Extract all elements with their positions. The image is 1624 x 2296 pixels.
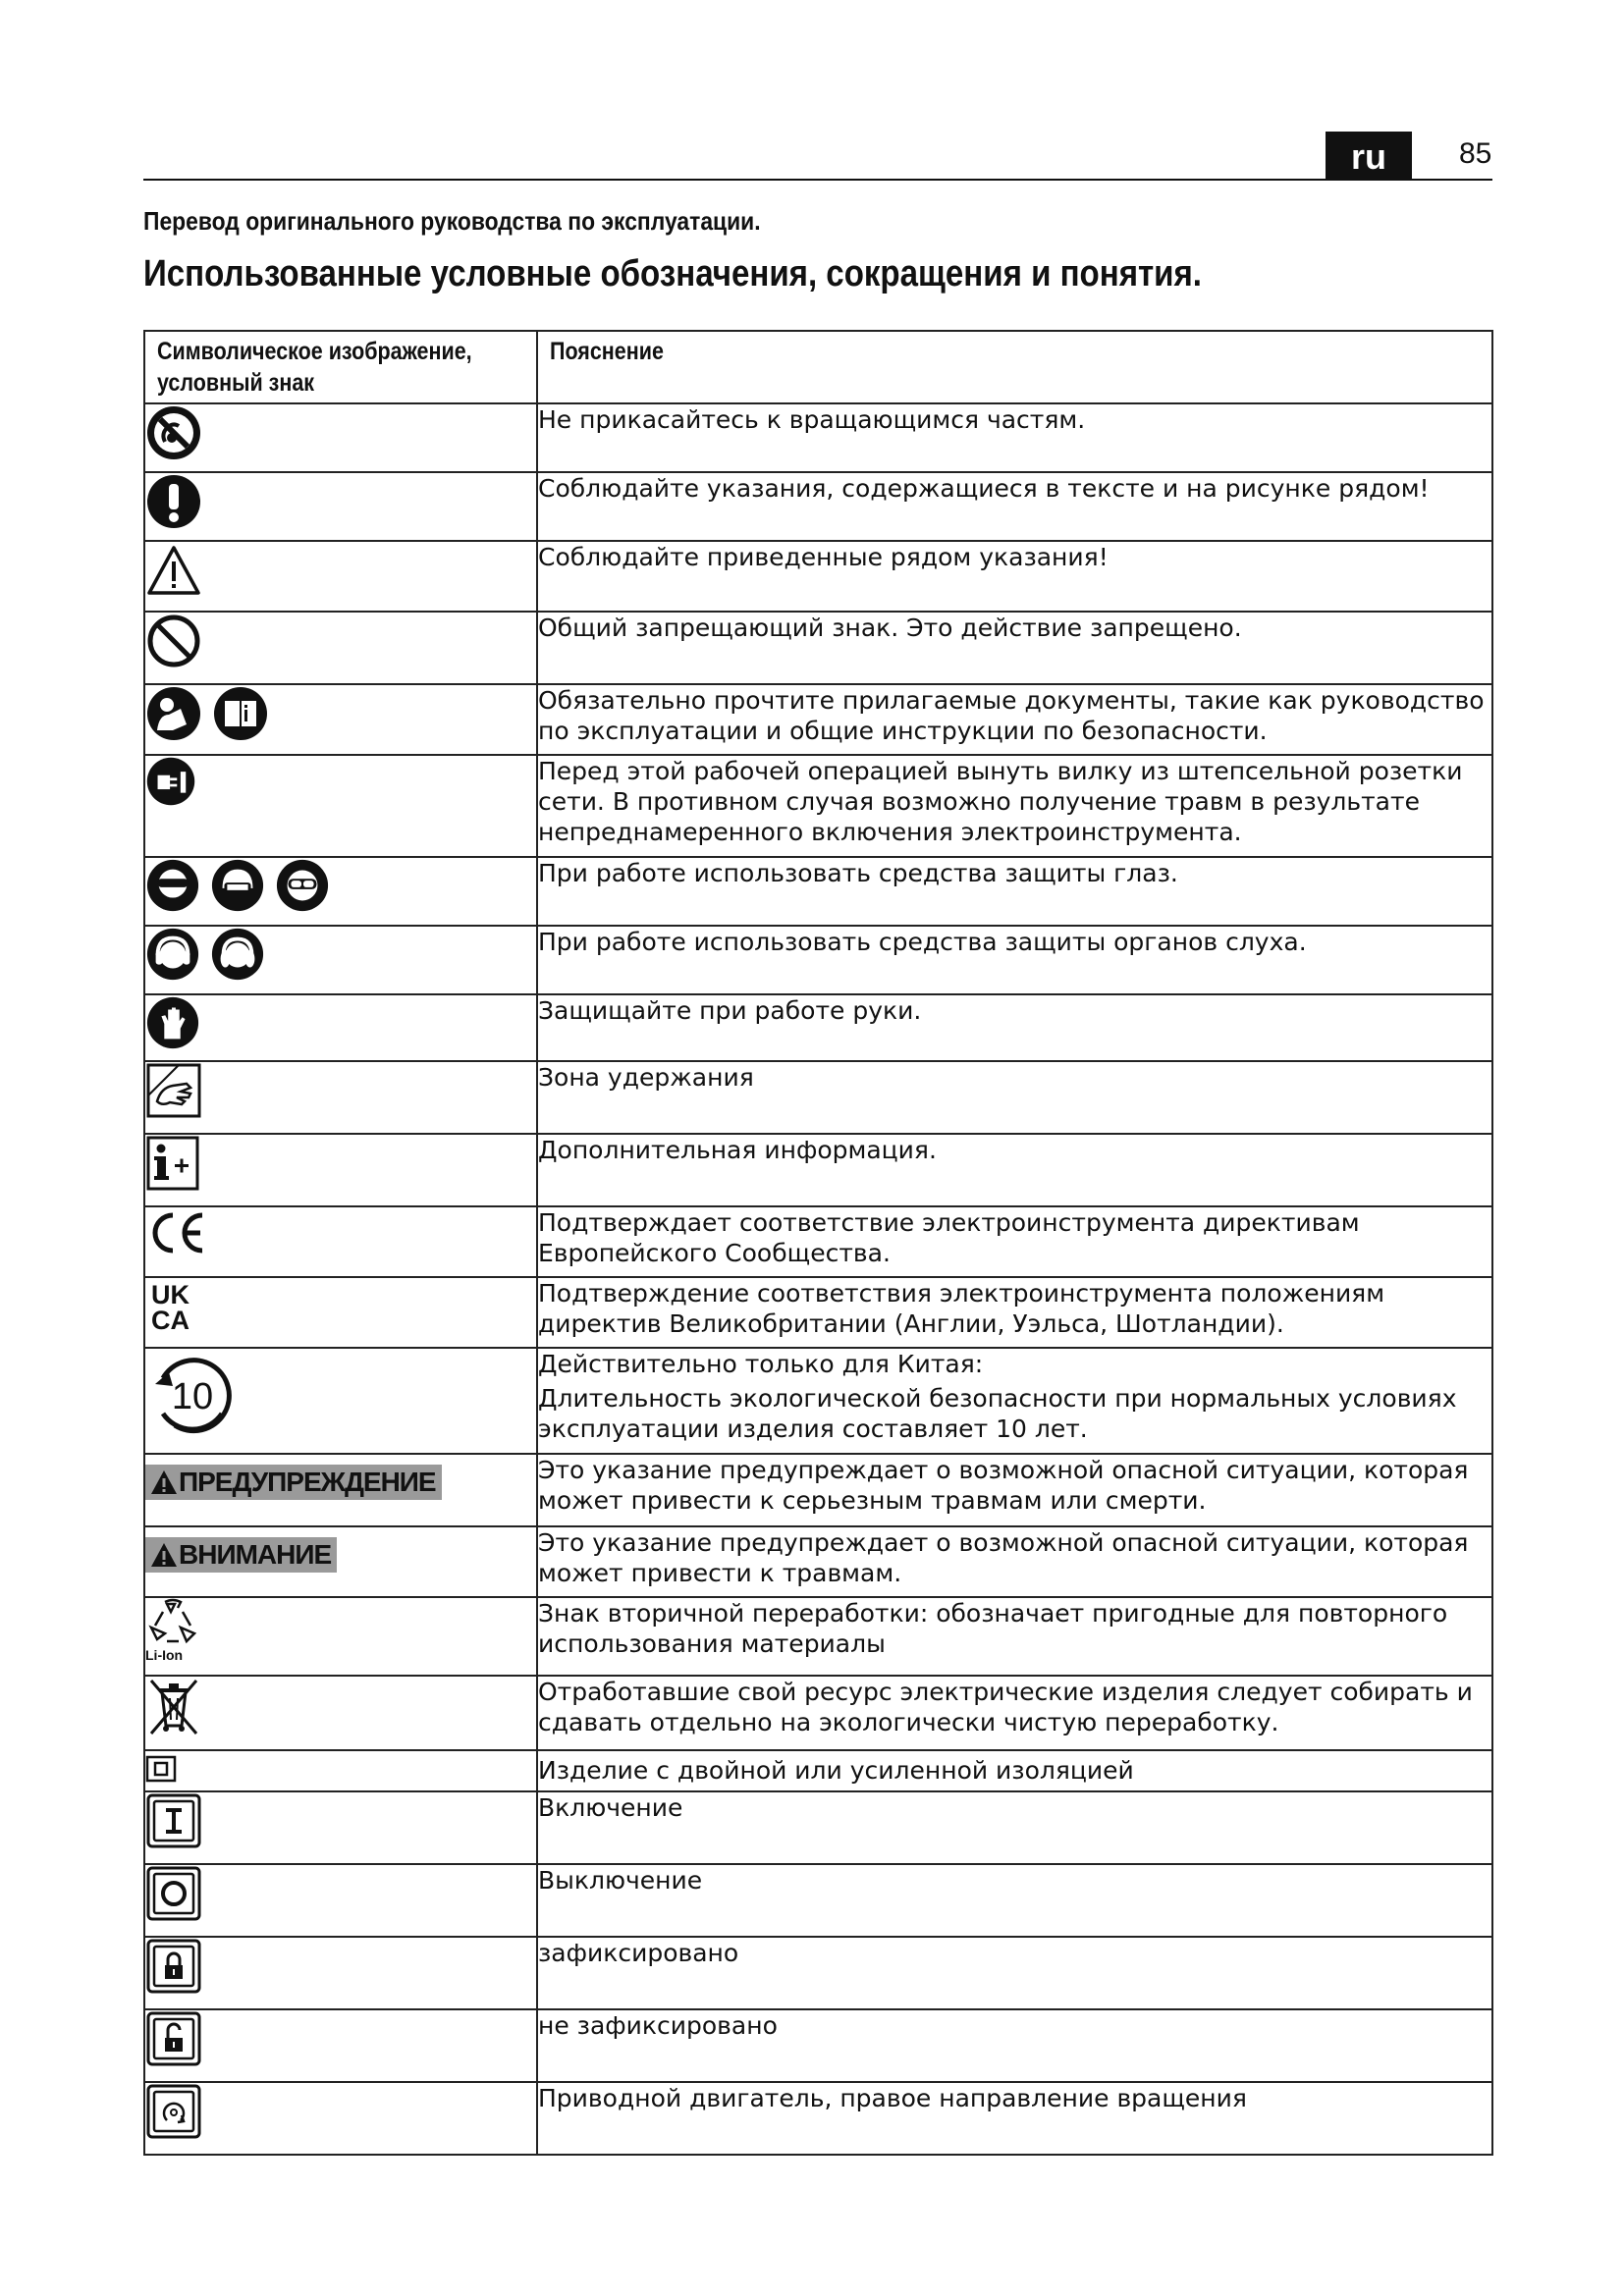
lock-closed-icon	[145, 1938, 202, 1995]
switch-off-icon	[145, 1865, 202, 1922]
table-row	[144, 2082, 1492, 2155]
row-text: Дополнительная информация.	[537, 1134, 1492, 1206]
header-rule	[143, 179, 1492, 181]
row-text: При работе использовать средства защиты органов слуха.	[537, 926, 1492, 994]
protective-gloves-icon	[145, 995, 200, 1050]
unplug-mains-icon	[145, 756, 196, 807]
row-text: Не прикасайтесь к вращающимся частям.	[537, 403, 1492, 472]
eye-protection-icon	[145, 858, 200, 913]
ukca-ca-text: CA	[151, 1306, 189, 1335]
table-row	[144, 755, 1492, 857]
row-text	[537, 1348, 1492, 1454]
row-text: Отработавшие свой ресурс электрические изделия следует собирать и сдавать отдельно на экологически чистую переработку.	[537, 1676, 1492, 1750]
warning-label-text: ПРЕДУПРЕЖДЕНИЕ	[179, 1467, 436, 1497]
row-text: Подтверждает соответствие электроинструмента директивам Европейского Сообщества.	[537, 1206, 1492, 1277]
table-row	[144, 472, 1492, 541]
switch-on-icon	[145, 1792, 202, 1849]
table-row	[144, 1937, 1492, 2009]
row-text-line1: Действительно только для Китая:	[538, 1350, 984, 1378]
table-row	[144, 1134, 1492, 1206]
warning-triangle-icon	[149, 1468, 179, 1496]
column-header-explanation: Пояснение	[537, 331, 1492, 403]
ukca-mark-icon	[151, 1282, 536, 1333]
table-row	[144, 857, 1492, 926]
row-text: Подтверждение соответствия электроинструмента положениям директив Великобритании (Англии, Уэльса, Шотландии).	[537, 1277, 1492, 1348]
row-text: Соблюдайте приведенные рядом указания!	[537, 541, 1492, 612]
table-row	[144, 926, 1492, 994]
exclamation-mandatory-icon	[145, 473, 202, 530]
table-row	[144, 2009, 1492, 2082]
table-row	[144, 1061, 1492, 1134]
double-insulation-icon	[145, 1755, 177, 1783]
ukca-uk-text: UK	[151, 1280, 189, 1309]
language-badge: ru	[1326, 132, 1412, 179]
table-row	[144, 1676, 1492, 1750]
table-row	[144, 612, 1492, 684]
crossed-out-bin-icon	[145, 1677, 202, 1735]
row-text: Это указание предупреждает о возможной опасной ситуации, которая может привести к травмам.	[537, 1526, 1492, 1597]
row-text: Общий запрещающий знак. Это действие запрещено.	[537, 612, 1492, 684]
lock-open-icon	[145, 2010, 202, 2067]
table-row	[144, 1206, 1492, 1277]
china-efup-years-text: 10	[171, 1376, 214, 1417]
warning-label	[145, 1465, 442, 1500]
recycling-arrows-icon	[145, 1598, 200, 1647]
row-text: Знак вторичной переработки: обозначает пригодные для повторного использования материалы	[537, 1597, 1492, 1676]
table-row	[144, 1597, 1492, 1676]
caution-label-text: ВНИМАНИЕ	[179, 1539, 332, 1570]
row-text: Приводной двигатель, правое направление вращения	[537, 2082, 1492, 2155]
table-row	[144, 1864, 1492, 1937]
warning-triangle-icon	[149, 1541, 179, 1569]
page-title: Использованные условные обозначения, сокращения и понятия.	[143, 253, 1202, 294]
table-row	[144, 1526, 1492, 1597]
row-text: Перед этой рабочей операцией вынуть вилку из штепсельной розетки сети. В противном случая возможно получение травм в результате непреднамеренного включения электроинструмента.	[537, 755, 1492, 857]
caution-label	[145, 1537, 337, 1573]
no-touch-rotating-parts-icon	[145, 404, 202, 461]
read-documents-icon	[145, 685, 202, 742]
column-header-symbol: Символическое изображение, условный знак	[144, 331, 537, 403]
table-row	[144, 684, 1492, 755]
holding-area-hand-icon	[145, 1062, 202, 1119]
row-text: зафиксировано	[537, 1937, 1492, 2009]
row-text: Включение	[537, 1791, 1492, 1864]
page-number: 85	[1459, 137, 1492, 170]
prohibition-icon	[145, 613, 202, 669]
additional-info-icon	[145, 1135, 200, 1192]
row-text: Защищайте при работе руки.	[537, 994, 1492, 1061]
symbols-table	[143, 330, 1493, 2156]
row-text: Соблюдайте указания, содержащиеся в тексте и на рисунке рядом!	[537, 472, 1492, 541]
document-subtitle: Перевод оригинального руководства по эксплуатации.	[143, 206, 761, 236]
ce-mark-icon	[145, 1207, 208, 1258]
table-row	[144, 1750, 1492, 1791]
table-header-row	[144, 331, 1492, 403]
row-text: При работе использовать средства защиты глаз.	[537, 857, 1492, 926]
china-efup-10-icon	[145, 1349, 240, 1443]
warning-triangle-icon	[145, 542, 202, 599]
row-text: Выключение	[537, 1864, 1492, 1937]
table-row	[144, 1791, 1492, 1864]
table-row	[144, 994, 1492, 1061]
row-text: не зафиксировано	[537, 2009, 1492, 2082]
table-row	[144, 1454, 1492, 1526]
li-ion-text: Li-Ion	[145, 1647, 184, 1663]
table-row	[144, 1277, 1492, 1348]
motor-clockwise-rotation-icon	[145, 2083, 202, 2140]
row-text: Обязательно прочтите прилагаемые документы, такие как руководство по эксплуатации и общие инструкции по безопасности.	[537, 684, 1492, 755]
table-row	[144, 541, 1492, 612]
row-text: Изделие с двойной или усиленной изоляцией	[537, 1750, 1492, 1791]
row-text: Это указание предупреждает о возможной опасной ситуации, которая может привести к серьезным травмам или смерти.	[537, 1454, 1492, 1526]
table-row	[144, 1348, 1492, 1454]
recycling-li-ion-icon	[145, 1598, 200, 1663]
manual-info-icon	[212, 685, 269, 742]
row-text-line2: Длительность экологической безопасности при нормальных условиях эксплуатации изделия составляет 10 лет.	[538, 1384, 1457, 1443]
ear-muffs-icon	[210, 927, 265, 982]
row-text: Зона удержания	[537, 1061, 1492, 1134]
hearing-protection-icon	[145, 927, 200, 982]
table-row	[144, 403, 1492, 472]
face-shield-icon	[210, 858, 265, 913]
safety-goggles-icon	[275, 858, 330, 913]
